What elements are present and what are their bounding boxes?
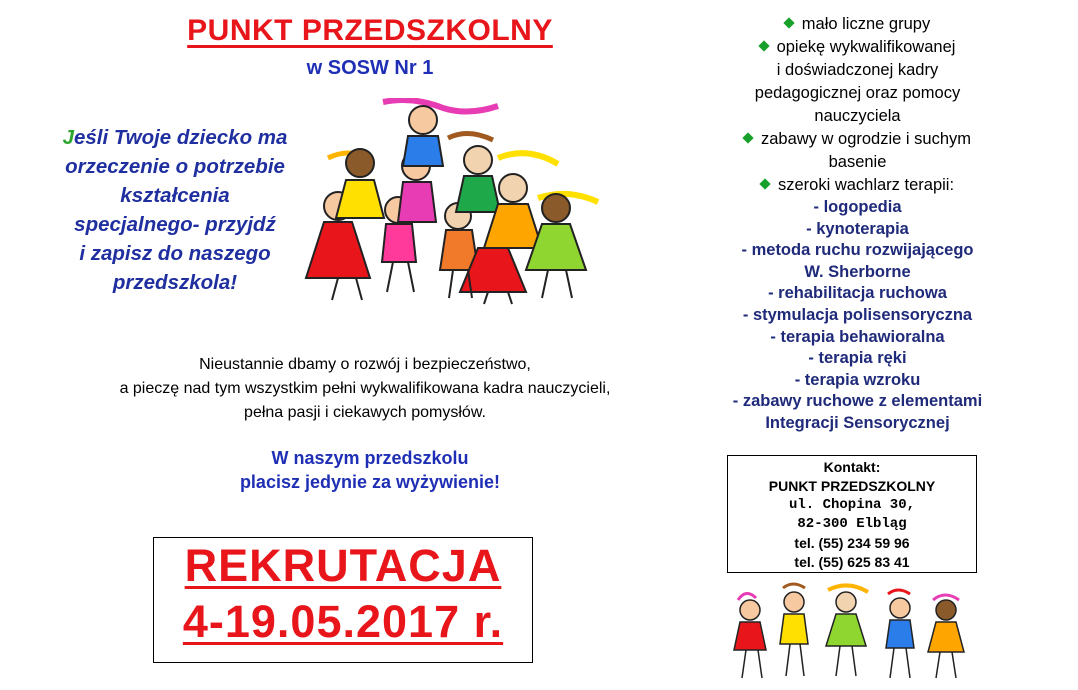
- diamond-bullet-icon: [783, 17, 794, 28]
- therapy-item: - terapia ręki: [808, 349, 907, 368]
- therapy-item: - zabawy ruchowe z elementami: [732, 392, 983, 411]
- therapy-item: - rehabilitacja ruchowa: [768, 284, 947, 303]
- dancing-children-illustration: [298, 98, 610, 308]
- price-line: W naszym przedszkolu: [271, 448, 469, 468]
- about-line: pełna pasji i ciekawych pomysłów.: [244, 404, 486, 421]
- contact-city: 82-300 Elbląg: [797, 516, 907, 532]
- contact-name: PUNKT PRZEDSZKOLNY: [768, 478, 936, 494]
- feature-item: szeroki wachlarz terapii:: [700, 174, 1015, 197]
- therapy-item: W. Sherborne: [804, 262, 911, 281]
- contact-street: ul. Chopina 30,: [788, 497, 916, 513]
- diamond-bullet-icon: [758, 40, 769, 51]
- about-paragraph: [30, 353, 700, 425]
- contact-box: [727, 455, 977, 573]
- therapy-item: - stymulacja polisensoryczna: [742, 305, 973, 324]
- therapy-item: Integracji Sensorycznej: [765, 413, 950, 432]
- intro-line: kształcenia: [120, 184, 230, 207]
- about-line: Nieustannie dbamy o rozwój i bezpieczeństwo,: [199, 356, 531, 373]
- therapy-item: - terapia wzroku: [794, 370, 921, 389]
- therapy-item: - kynoterapia: [806, 219, 909, 238]
- price-note: [140, 446, 600, 494]
- contact-phone: tel. (55) 234 59 96: [794, 535, 910, 551]
- recruitment-dates: 4-19.05.2017 r.: [182, 596, 504, 647]
- price-line: placisz jedynie za wyżywienie!: [239, 472, 501, 492]
- intro-first-letter: J: [62, 126, 74, 149]
- page-subtitle: w SOSW Nr 1: [306, 57, 434, 79]
- feature-item: zabawy w ogrodzie i suchym basenie: [700, 128, 1015, 174]
- therapy-item: - terapia behawioralna: [770, 327, 945, 346]
- therapy-item: - logopedia: [813, 198, 902, 216]
- intro-text: [20, 123, 330, 297]
- intro-line: i zapisz do naszego: [79, 242, 271, 265]
- about-line: a pieczę nad tym wszystkim pełni wykwalifikowana kadra nauczycieli,: [119, 380, 611, 397]
- contact-heading: Kontakt:: [823, 459, 881, 475]
- therapy-item: - metoda ruchu rozwijającego: [741, 241, 974, 260]
- dancing-children-small-illustration: [728, 580, 980, 688]
- feature-item: opiekę wykwalifikowanej i doświadczonej kadry pedagogicznej oraz pomocy nauczyciela: [754, 38, 961, 125]
- intro-line: eśli Twoje dziecko ma: [73, 126, 288, 149]
- feature-item: mało liczne grupy: [700, 13, 1015, 36]
- contact-phone: tel. (55) 625 83 41: [794, 554, 910, 570]
- intro-line: przedszkola!: [112, 271, 238, 294]
- recruitment-box: [153, 537, 533, 663]
- diamond-bullet-icon: [742, 132, 753, 143]
- features-list: [700, 13, 1015, 435]
- intro-line: orzeczenie o potrzebie: [65, 155, 285, 178]
- intro-line: specjalnego- przyjdź: [74, 213, 276, 236]
- page-title: PUNKT PRZEDSZKOLNY: [187, 14, 553, 47]
- recruitment-label: REKRUTACJA: [184, 540, 502, 591]
- diamond-bullet-icon: [759, 178, 770, 189]
